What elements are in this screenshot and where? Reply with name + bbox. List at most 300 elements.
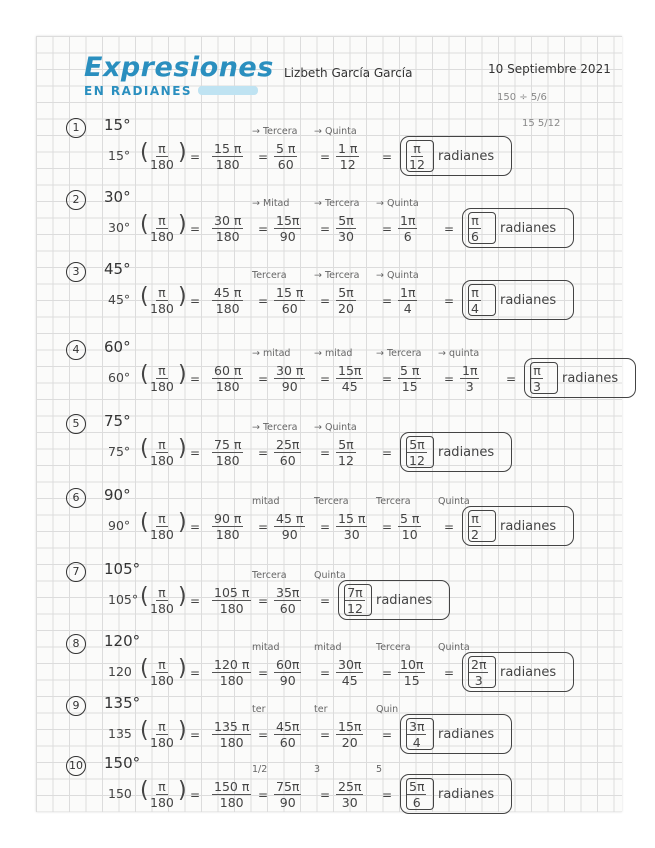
- step-fraction: [336, 657, 363, 688]
- step-fraction: [212, 285, 243, 316]
- numerator: 5 π: [400, 363, 420, 378]
- denominator: 6: [471, 229, 479, 244]
- step-fraction: [336, 285, 356, 316]
- denominator: 180: [150, 157, 174, 172]
- step-fraction: [460, 363, 479, 394]
- numerator: 75π: [276, 779, 300, 794]
- conversion-fraction: [148, 657, 176, 688]
- step-label: → Quinta: [376, 270, 419, 281]
- numerator: 1π: [400, 213, 416, 228]
- open-paren: (: [140, 584, 149, 609]
- denominator: 45: [341, 379, 358, 394]
- open-paren: (: [140, 436, 149, 461]
- open-paren: (: [140, 778, 149, 803]
- numerator: 15π: [338, 719, 362, 734]
- conversion-fraction: [148, 213, 176, 244]
- open-paren: (: [140, 718, 149, 743]
- equals-sign: =: [190, 372, 201, 386]
- step-label: Tercera: [252, 570, 287, 581]
- denominator: 20: [341, 735, 358, 750]
- equals-sign: =: [258, 446, 269, 460]
- equals-sign: =: [190, 666, 201, 680]
- conversion-fraction: [148, 285, 176, 316]
- problem-number: 3: [66, 262, 86, 282]
- numerator: 30 π: [214, 213, 242, 228]
- equation-lead: 75°: [108, 444, 131, 459]
- side-note: 150 ÷ 5/6: [497, 92, 547, 103]
- numerator: 1π: [462, 363, 478, 378]
- equation-lead: 105°: [108, 592, 139, 607]
- denominator: 20: [338, 301, 354, 316]
- step-fraction: [274, 719, 301, 750]
- step-fraction: [212, 779, 251, 810]
- step-label: mitad: [252, 642, 280, 653]
- equals-sign: =: [258, 594, 269, 608]
- answer-unit: radianes: [500, 519, 557, 534]
- equals-sign: =: [382, 372, 393, 386]
- denominator: 180: [215, 379, 240, 394]
- problem-number: 6: [66, 488, 86, 508]
- numerator: π: [158, 285, 166, 300]
- step-label: ter: [252, 704, 266, 715]
- step-fraction: [212, 719, 251, 750]
- denominator: 180: [150, 527, 174, 542]
- equals-sign: =: [506, 372, 517, 386]
- equals-sign: =: [190, 728, 201, 742]
- step-label: ter: [314, 704, 328, 715]
- answer-fraction: [345, 585, 365, 616]
- problem-number: 7: [66, 562, 86, 582]
- close-paren: ): [178, 718, 187, 743]
- denominator: 12: [338, 453, 354, 468]
- numerator: π: [158, 657, 166, 672]
- answer-unit: radianes: [438, 727, 495, 742]
- degree-value: 45°: [104, 260, 131, 278]
- step-fraction: [274, 141, 297, 172]
- denominator: 180: [215, 229, 240, 244]
- equals-sign: =: [258, 520, 269, 534]
- step-fraction: [212, 657, 251, 688]
- step-label: Tercera: [314, 496, 349, 507]
- answer-unit: radianes: [438, 787, 495, 802]
- step-fraction: [274, 437, 301, 468]
- numerator: π: [158, 213, 166, 228]
- equals-sign: =: [444, 666, 455, 680]
- denominator: 30: [341, 795, 358, 810]
- numerator: π: [158, 141, 166, 156]
- numerator: 60π: [276, 657, 300, 672]
- denominator: 30: [338, 229, 354, 244]
- step-fraction: [398, 511, 421, 542]
- equals-sign: =: [444, 294, 455, 308]
- step-label: → Quinta: [314, 422, 357, 433]
- numerator: 5π: [338, 213, 354, 228]
- problem-number: 2: [66, 190, 86, 210]
- step-label: 1/2: [252, 764, 268, 775]
- denominator: 180: [150, 453, 174, 468]
- numerator: π: [158, 511, 166, 526]
- numerator: π: [471, 511, 479, 526]
- denominator: 12: [409, 453, 425, 468]
- degree-value: 60°: [104, 338, 131, 356]
- denominator: 180: [219, 735, 244, 750]
- step-fraction: [274, 363, 305, 394]
- equals-sign: =: [258, 788, 269, 802]
- equals-sign: =: [320, 728, 331, 742]
- equals-sign: =: [382, 150, 393, 164]
- numerator: 30 π: [276, 363, 304, 378]
- numerator: 15 π: [276, 285, 304, 300]
- close-paren: ): [178, 656, 187, 681]
- answer-unit: radianes: [376, 593, 433, 608]
- title-highlight: [198, 86, 258, 95]
- numerator: 45π: [276, 719, 300, 734]
- numerator: 25π: [338, 779, 362, 794]
- denominator: 15: [403, 673, 420, 688]
- conversion-fraction: [148, 779, 176, 810]
- step-fraction: [274, 657, 301, 688]
- equals-sign: =: [190, 788, 201, 802]
- denominator: 60: [279, 601, 296, 616]
- answer-fraction: [531, 363, 543, 394]
- denominator: 180: [150, 301, 174, 316]
- equals-sign: =: [382, 788, 393, 802]
- open-paren: (: [140, 212, 149, 237]
- date: 10 Septiembre 2021: [488, 62, 611, 76]
- close-paren: ): [178, 140, 187, 165]
- answer-fraction: [469, 213, 481, 244]
- step-fraction: [274, 213, 301, 244]
- numerator: 15π: [276, 213, 300, 228]
- step-fraction: [336, 141, 359, 172]
- equals-sign: =: [190, 222, 201, 236]
- step-label: Tercera: [376, 496, 411, 507]
- denominator: 180: [215, 453, 240, 468]
- answer-unit: radianes: [562, 371, 619, 386]
- author-name: Lizbeth García García: [284, 66, 413, 80]
- problem-number: 10: [66, 756, 86, 776]
- equals-sign: =: [444, 222, 455, 236]
- close-paren: ): [178, 778, 187, 803]
- degree-value: 105°: [104, 560, 141, 578]
- step-fraction: [274, 585, 301, 616]
- answer-unit: radianes: [500, 221, 557, 236]
- numerator: 60 π: [214, 363, 242, 378]
- numerator: 25π: [276, 437, 300, 452]
- conversion-fraction: [148, 437, 176, 468]
- step-fraction: [274, 511, 305, 542]
- denominator: 180: [150, 379, 174, 394]
- numerator: 135 π: [214, 719, 250, 734]
- denominator: 2: [471, 527, 479, 542]
- numerator: π: [471, 285, 479, 300]
- step-fraction: [398, 363, 421, 394]
- conversion-fraction: [148, 363, 176, 394]
- numerator: π: [533, 363, 541, 378]
- denominator: 90: [279, 229, 296, 244]
- equals-sign: =: [258, 222, 269, 236]
- open-paren: (: [140, 656, 149, 681]
- step-fraction: [274, 285, 305, 316]
- step-fraction: [212, 511, 243, 542]
- equals-sign: =: [320, 666, 331, 680]
- equals-sign: =: [320, 788, 331, 802]
- answer-fraction: [469, 511, 481, 542]
- answer-unit: radianes: [500, 665, 557, 680]
- step-fraction: [212, 437, 243, 468]
- step-label: 3: [314, 764, 321, 775]
- step-label: → mitad: [314, 348, 353, 359]
- denominator: 90: [281, 379, 298, 394]
- numerator: 7π: [347, 585, 363, 600]
- step-label: mitad: [314, 642, 342, 653]
- denominator: 60: [277, 157, 294, 172]
- side-note: 15 5/12: [522, 118, 561, 129]
- denominator: 60: [279, 453, 296, 468]
- equation-lead: 60°: [108, 370, 131, 385]
- step-fraction: [212, 213, 243, 244]
- denominator: 45: [341, 673, 358, 688]
- equals-sign: =: [320, 372, 331, 386]
- step-fraction: [336, 511, 367, 542]
- step-fraction: [274, 779, 301, 810]
- equation-lead: 120: [108, 664, 132, 679]
- equals-sign: =: [258, 372, 269, 386]
- step-label: Quinta: [314, 570, 346, 581]
- equals-sign: =: [320, 222, 331, 236]
- conversion-fraction: [148, 585, 176, 616]
- close-paren: ): [178, 584, 187, 609]
- equals-sign: =: [320, 294, 331, 308]
- numerator: π: [158, 585, 166, 600]
- denominator: 6: [403, 229, 412, 244]
- step-label: Quin: [376, 704, 399, 715]
- denominator: 15: [401, 379, 418, 394]
- open-paren: (: [140, 362, 149, 387]
- denominator: 180: [150, 735, 174, 750]
- step-fraction: [212, 141, 243, 172]
- problem-number: 4: [66, 340, 86, 360]
- denominator: 180: [219, 795, 244, 810]
- denominator: 3: [474, 673, 483, 688]
- answer-unit: radianes: [438, 149, 495, 164]
- step-fraction: [336, 779, 363, 810]
- denominator: 180: [215, 527, 240, 542]
- numerator: 5 π: [276, 141, 296, 156]
- answer-unit: radianes: [438, 445, 495, 460]
- denominator: 180: [150, 673, 174, 688]
- numerator: π: [158, 363, 166, 378]
- denominator: 180: [150, 229, 174, 244]
- equals-sign: =: [320, 150, 331, 164]
- numerator: 45 π: [276, 511, 304, 526]
- numerator: 1 π: [338, 141, 358, 156]
- step-label: → Tercera: [252, 422, 298, 433]
- conversion-fraction: [148, 511, 176, 542]
- denominator: 12: [409, 157, 425, 172]
- conversion-fraction: [148, 141, 176, 172]
- open-paren: (: [140, 140, 149, 165]
- equals-sign: =: [190, 294, 201, 308]
- step-label: → Tercera: [314, 270, 360, 281]
- step-label: Quinta: [438, 642, 470, 653]
- equals-sign: =: [382, 728, 393, 742]
- step-label: → mitad: [252, 348, 291, 359]
- numerator: 1π: [400, 285, 416, 300]
- numerator: π: [158, 719, 166, 734]
- step-label: Tercera: [376, 642, 411, 653]
- open-paren: (: [140, 284, 149, 309]
- equation-lead: 135: [108, 726, 132, 741]
- step-fraction: [212, 363, 243, 394]
- denominator: 10: [401, 527, 418, 542]
- problem-number: 9: [66, 696, 86, 716]
- step-label: → Tercera: [376, 348, 422, 359]
- numerator: 5π: [338, 285, 354, 300]
- numerator: π: [471, 213, 479, 228]
- answer-fraction: [407, 719, 426, 750]
- numerator: 5π: [338, 437, 354, 452]
- denominator: 30: [343, 527, 360, 542]
- close-paren: ): [178, 510, 187, 535]
- numerator: 15 π: [338, 511, 366, 526]
- denominator: 180: [219, 673, 244, 688]
- numerator: π: [413, 141, 421, 156]
- degree-value: 90°: [104, 486, 131, 504]
- denominator: 90: [279, 795, 296, 810]
- equals-sign: =: [382, 446, 393, 460]
- denominator: 180: [150, 601, 174, 616]
- degree-value: 150°: [104, 754, 141, 772]
- equals-sign: =: [258, 150, 269, 164]
- numerator: 75 π: [214, 437, 242, 452]
- degree-value: 135°: [104, 694, 141, 712]
- numerator: 35π: [276, 585, 300, 600]
- step-fraction: [398, 657, 425, 688]
- denominator: 90: [281, 527, 298, 542]
- denominator: 4: [412, 735, 421, 750]
- numerator: 5π: [409, 437, 425, 452]
- denominator: 12: [347, 601, 363, 616]
- step-fraction: [398, 285, 417, 316]
- step-fraction: [336, 213, 356, 244]
- step-label: mitad: [252, 496, 280, 507]
- step-fraction: [212, 585, 251, 616]
- problem-number: 1: [66, 118, 86, 138]
- equals-sign: =: [258, 666, 269, 680]
- step-label: → Quinta: [314, 126, 357, 137]
- step-label: → Tercera: [314, 198, 360, 209]
- numerator: 5 π: [400, 511, 420, 526]
- answer-fraction: [407, 141, 427, 172]
- equals-sign: =: [258, 294, 269, 308]
- equals-sign: =: [382, 294, 393, 308]
- equals-sign: =: [320, 446, 331, 460]
- step-fraction: [336, 719, 363, 750]
- equals-sign: =: [444, 372, 455, 386]
- equation-lead: 45°: [108, 292, 131, 307]
- degree-value: 30°: [104, 188, 131, 206]
- denominator: 60: [279, 735, 296, 750]
- equals-sign: =: [444, 520, 455, 534]
- denominator: 4: [403, 301, 412, 316]
- equals-sign: =: [258, 728, 269, 742]
- page-subtitle: EN RADIANES: [84, 84, 193, 98]
- equation-lead: 150: [108, 786, 132, 801]
- problem-number: 5: [66, 414, 86, 434]
- numerator: 30π: [338, 657, 362, 672]
- answer-fraction: [469, 285, 481, 316]
- step-label: 5: [376, 764, 383, 775]
- denominator: 180: [215, 157, 240, 172]
- equals-sign: =: [190, 446, 201, 460]
- denominator: 180: [150, 795, 174, 810]
- open-paren: (: [140, 510, 149, 535]
- numerator: 45 π: [214, 285, 242, 300]
- answer-fraction: [469, 657, 488, 688]
- step-fraction: [398, 213, 417, 244]
- degree-value: 15°: [104, 116, 131, 134]
- step-label: Tercera: [252, 270, 287, 281]
- page-title: Expresiones: [84, 52, 274, 83]
- equals-sign: =: [320, 520, 331, 534]
- numerator: 15 π: [214, 141, 242, 156]
- step-label: → Tercera: [252, 126, 298, 137]
- equals-sign: =: [382, 666, 393, 680]
- denominator: 180: [215, 301, 240, 316]
- denominator: 4: [471, 301, 479, 316]
- step-label: → Quinta: [376, 198, 419, 209]
- equals-sign: =: [190, 520, 201, 534]
- degree-value: 75°: [104, 412, 131, 430]
- numerator: 3π: [409, 719, 425, 734]
- close-paren: ): [178, 284, 187, 309]
- answer-unit: radianes: [500, 293, 557, 308]
- equation-lead: 15°: [108, 148, 131, 163]
- numerator: π: [158, 437, 166, 452]
- numerator: 15π: [338, 363, 362, 378]
- numerator: 5π: [409, 779, 425, 794]
- numerator: 105 π: [214, 585, 250, 600]
- close-paren: ): [178, 362, 187, 387]
- step-label: → quinta: [438, 348, 480, 359]
- answer-fraction: [407, 779, 426, 810]
- numerator: 120 π: [214, 657, 250, 672]
- equals-sign: =: [320, 594, 331, 608]
- answer-fraction: [407, 437, 427, 468]
- equals-sign: =: [190, 150, 201, 164]
- numerator: 90 π: [214, 511, 242, 526]
- numerator: 10π: [400, 657, 424, 672]
- numerator: π: [158, 779, 166, 794]
- denominator: 6: [412, 795, 421, 810]
- numerator: 150 π: [214, 779, 250, 794]
- step-label: Quinta: [438, 496, 470, 507]
- problem-number: 8: [66, 634, 86, 654]
- conversion-fraction: [148, 719, 176, 750]
- equation-lead: 30°: [108, 220, 131, 235]
- denominator: 60: [281, 301, 298, 316]
- denominator: 12: [339, 157, 356, 172]
- close-paren: ): [178, 436, 187, 461]
- equation-lead: 90°: [108, 518, 131, 533]
- step-fraction: [336, 437, 356, 468]
- step-label: → Mitad: [252, 198, 290, 209]
- numerator: 2π: [471, 657, 487, 672]
- step-fraction: [336, 363, 363, 394]
- degree-value: 120°: [104, 632, 141, 650]
- denominator: 90: [279, 673, 296, 688]
